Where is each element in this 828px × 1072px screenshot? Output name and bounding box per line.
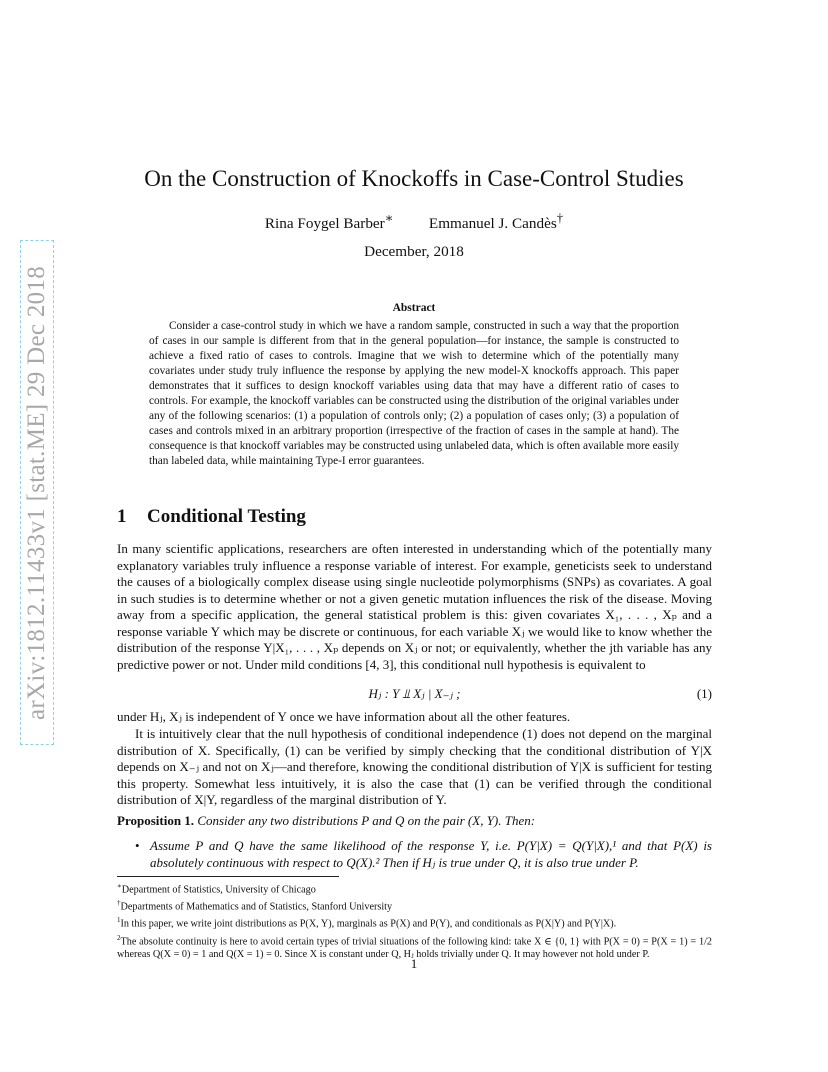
arxiv-identifier-stamp (20, 240, 54, 745)
arxiv-identifier-text: arXiv:1812.11433v1 [stat.ME] 29 Dec 2018 (23, 265, 50, 720)
footnote-mark: 1 (117, 916, 121, 925)
footnotes (117, 880, 712, 962)
footnote-item (117, 897, 712, 914)
proposition-statement (117, 813, 712, 830)
author-candes: Emmanuel J. Candès (428, 215, 557, 233)
proposition-bullet (135, 838, 712, 871)
footnote-item (117, 914, 712, 931)
section-heading (117, 506, 306, 528)
footnote-mark: 2 (117, 933, 121, 942)
proposition-label: Proposition 1. (117, 813, 195, 828)
footnote-text: Department of Statistics, University of Chicago (121, 884, 316, 896)
section-number: 1 (117, 506, 127, 527)
section-title: Conditional Testing (147, 506, 306, 527)
footnote-text: Departments of Mathematics and of Statistics, Stanford University (120, 901, 393, 913)
footnote-mark: † (117, 899, 121, 908)
equation-body: Hⱼ : Y ⫫ Xⱼ | X₋ⱼ ; (368, 686, 461, 701)
equation-number: (1) (696, 686, 712, 701)
paper-date: December, 2018 (364, 243, 464, 260)
author-barber: Rina Foygel Barber (264, 215, 385, 233)
author-candes-mark: † (556, 211, 564, 225)
abstract-heading: Abstract (392, 302, 436, 314)
footnote-item (117, 880, 712, 897)
proposition-bullet-text: Assume P and Q have the same likelihood of the response Y, i.e. P(Y|X) = Q(Y|X),¹ and that P(X) is absolutely continuous with respect to Q(X).² Then if Hⱼ is true under Q, it is also true under P. (150, 838, 712, 870)
paragraph-intro: In many scientific applications, researchers are often interested in understanding which of the potentially many explanatory variables truly influence a response variable of interest. For example, geneticists seek to understand the causes of a biologically complex disease using single nucleotide polymorphisms (SNPs) as covariates. A goal in such studies is to determine whether or not a given genetic mutation influences the risk of the disease. Moving away from a specific application, the general statistical problem is this: given covariates X₁, . . . , Xₚ and a response variable Y which may be discrete or continuous, for each variable Xⱼ we would like to know whether the distribution of the response Y|X₁, . . . , Xₚ depends on Xⱼ or not; or equivalently, whether the jth variable has any predictive power or not. Under mild conditions [4, 3], this conditional null hypothesis is equivalent to (117, 541, 712, 672)
footnote-rule (117, 876, 339, 877)
bullet-marker: • (135, 838, 140, 853)
equation-1 (117, 686, 712, 704)
author-barber-mark: ∗ (384, 211, 394, 225)
paragraph-under-h: under Hⱼ, Xⱼ is independent of Y once we have information about all the other features. (117, 709, 571, 724)
paragraph-intuition: It is intuitively clear that the null hypothesis of conditional independence (1) does not depend on the marginal distribution of X. Specifically, (1) can be verified by simply checking that the conditional distribution of Y|X depends on X₋ⱼ and not on Xⱼ—and therefore, knowing the conditional distribution of Y|X is sufficient for testing this property. Somewhat less intuitively, it is also the case that (1) can be verified through the conditional distribution of X|Y, regardless of the marginal distribution of Y. (117, 726, 712, 807)
footnote-mark: ∗ (117, 882, 122, 890)
proposition-text: Consider any two distributions P and Q on the pair (X, Y). Then: (197, 813, 536, 828)
footnote-text: In this paper, we write joint distributions as P(X, Y), marginals as P(X) and P(Y), and conditionals as P(X|Y) and P(Y|X). (120, 918, 617, 930)
page-number: 1 (410, 956, 418, 971)
paper-title: On the Construction of Knockoffs in Case-Control Studies (144, 166, 684, 191)
abstract-text: Consider a case-control study in which we have a random sample, constructed in such a way that the proportion of cases in our sample is different from that in the general population—for instance, the sample is constructed to achieve a fixed ratio of cases to controls. Imagine that we wish to determine which of the potentially many covariates under study truly influence the response by applying the new model-X knockoffs approach. This paper demonstrates that it suffices to design knockoff variables using data that may have a different ratio of cases to controls. For example, the knockoff variables can be constructed using the distribution of the original variables under any of the following scenarios: (1) a population of controls only; (2) a population of cases only; (3) a population of cases and controls mixed in an arbitrary proportion (irrespective of the fraction of cases in the sample at hand). The consequence is that knockoff variables may be constructed using unlabeled data, which is often available more easily than labeled data, while maintaining Type-I error guarantees. (149, 320, 679, 467)
author-line (0, 210, 828, 233)
footnote-text: The absolute continuity is here to avoid certain types of trivial situations of the following kind: take X ∈ {0, 1} with P(X = 0) = P(X = 1) = 1/2 whereas Q(X = 0) = 1 and Q(X = 1) = 0. Since X is constant under Q, Hⱼ holds trivially under Q. It may however not hold under P. (117, 935, 712, 960)
